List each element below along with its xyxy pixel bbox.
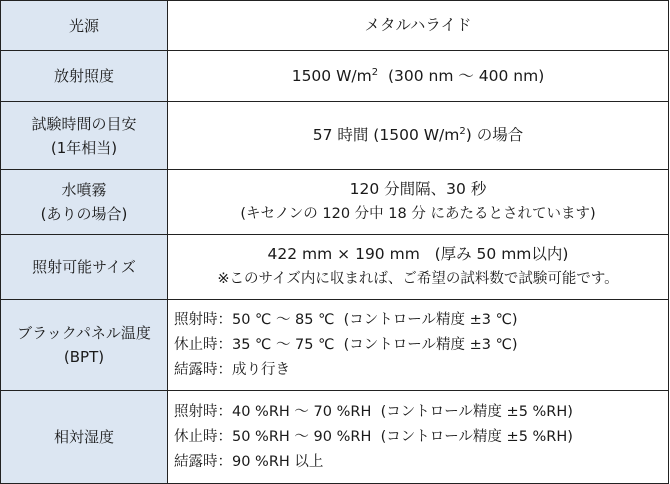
table-row xyxy=(1,235,669,300)
row-value-relative-humidity xyxy=(168,391,669,484)
row-value-irradiance xyxy=(168,51,669,102)
label-text: 放射照度 xyxy=(53,67,114,85)
value-note: ※このサイズ内に収まれば、ご希望の試料数で試験可能です。 xyxy=(217,271,619,287)
label-subtext: (ありの場合) xyxy=(40,205,128,223)
row-label-water-spray xyxy=(1,170,168,235)
value-line: 休止時：50 %RH ～ 90 %RH (コントロール精度 ±5 %RH) xyxy=(174,428,573,445)
label-subtext: (BPT) xyxy=(63,348,105,366)
value-line: 結露時：成り行き xyxy=(174,361,290,378)
value-text xyxy=(174,123,662,148)
value-line: 照射時：50 ℃ ～ 85 ℃ (コントロール精度 ±3 ℃) xyxy=(174,311,518,328)
row-label-irradiance xyxy=(1,51,168,102)
label-text: 光源 xyxy=(68,16,99,35)
row-value-light-source xyxy=(168,1,669,51)
row-value-water-spray xyxy=(168,170,669,235)
value-line: 結露時：90 %RH 以上 xyxy=(174,453,324,470)
label-text: 照射可能サイズ xyxy=(32,258,136,276)
row-label-light-source xyxy=(1,1,168,51)
label-text: 水噴霧 xyxy=(61,181,107,199)
label-text: ブラックパネル温度 xyxy=(17,324,151,342)
value-note: (キセノンの 120 分中 18 分 にあたるとされています) xyxy=(240,206,596,222)
table-row xyxy=(1,391,669,484)
value-text: メタルハライド xyxy=(364,16,472,34)
value-text: 422 mm × 190 mm (厚み 50 mm以内) xyxy=(267,245,569,263)
row-value-irradiation-size xyxy=(168,235,669,300)
value-part: 1500 W/m xyxy=(291,66,372,85)
table-row xyxy=(1,170,669,235)
label-text: 相対湿度 xyxy=(53,428,114,446)
value-part: 57 時間 (1500 W/m xyxy=(312,126,460,144)
table-row xyxy=(1,300,669,391)
table-row xyxy=(1,102,669,170)
row-value-black-panel-temp xyxy=(168,300,669,391)
row-label-relative-humidity xyxy=(1,391,168,484)
row-label-irradiation-size xyxy=(1,235,168,300)
superscript: 2 xyxy=(371,66,379,78)
value-line: 休止時：35 ℃ ～ 75 ℃ (コントロール精度 ±3 ℃) xyxy=(174,336,518,353)
value-text: 120 分間隔、30 秒 xyxy=(349,180,487,198)
label-text: 試験時間の目安 xyxy=(31,114,137,133)
superscript: 2 xyxy=(459,125,466,137)
row-label-test-duration xyxy=(1,102,168,170)
value-line: 照射時：40 %RH ～ 70 %RH (コントロール精度 ±5 %RH) xyxy=(174,403,573,420)
value-part: (300 nm ～ 400 nm) xyxy=(378,66,545,85)
value-part: ) の場合 xyxy=(465,126,524,144)
value-text xyxy=(174,64,662,89)
row-label-black-panel-temp xyxy=(1,300,168,391)
table-row xyxy=(1,1,669,51)
label-subtext: (1年相当) xyxy=(50,138,118,157)
row-value-test-duration xyxy=(168,102,669,170)
table-row xyxy=(1,51,669,102)
